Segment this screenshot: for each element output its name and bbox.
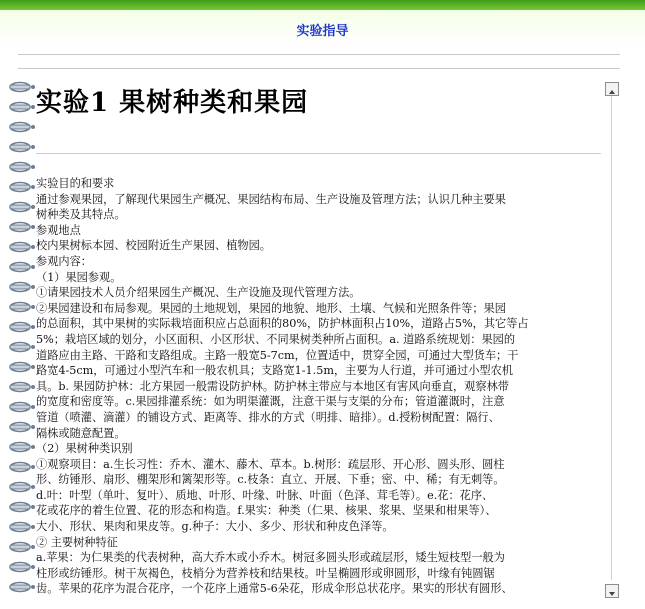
document-line: 大小、形状、果肉和果皮等。g.种子：大小、多少、形状和种皮色泽等。 [36,520,394,534]
binder-ring-icon [8,120,38,134]
document-panel[interactable] [0,72,625,600]
document-body [36,176,601,597]
binder-ring-icon [8,520,38,534]
binder-ring-icon [8,160,38,174]
binder-ring-icon [8,540,38,554]
document-line: 具。b. 果园防护林：北方果园一般需设防护林。防护林主带应与本地区有害风向垂直，观察林带 [36,379,509,393]
binder-ring-icon [8,300,38,314]
document-line: 的总面积，其中果树的实际栽培面积应占总面积的80%，防护林面积占10%，道路占5%，其它等占 [36,317,529,331]
document-line: 的宽度和密度等。c.果园排灌系统：如为明渠灌溉，注意干渠与支渠的分布；管道灌溉时，注意 [36,395,505,409]
binder-rings [8,72,38,600]
binder-ring-icon [8,420,38,434]
document-line: （1）果园参观。 [36,270,122,284]
document-line: 通过参观果园，了解现代果园生产概况、果园结构布局、生产设施及管理方法；认识几种主要果 [36,192,506,206]
document-line: a.苹果：为仁果类的代表树种，高大乔木或小乔木。树冠多圆头形或疏层形，矮生短枝型一般为 [36,551,505,565]
scroll-down-button[interactable] [605,584,619,598]
heading-rule [36,153,601,154]
vertical-scrollbar[interactable] [605,78,619,598]
binder-ring-icon [8,480,38,494]
top-accent-band [0,0,645,10]
scroll-up-button[interactable] [605,82,619,96]
document-heading: 实验1 果树种类和果园 [36,88,309,118]
document-line: d.叶：叶型（单叶、复叶）、质地、叶形、叶缘、叶脉、叶面（色泽、茸毛等）。e.花：花序、 [36,488,494,502]
document-line: 花或花序的着生位置、花的形态和构造。f.果实：种类（仁果、核果、浆果、坚果和柑果等）、 [36,504,497,518]
document-line: 隔株或随意配置。 [36,426,126,440]
binder-ring-icon [8,320,38,334]
document-line: 路宽4-5cm，可通过小型汽车和一般农机具；支路宽1-1.5m，主要为人行道，并可通过小型农机 [36,364,513,378]
document-line: 参观地点 [36,223,81,237]
binder-ring-icon [8,380,38,394]
triangle-down-icon [606,588,618,600]
document-line: ② 主要树种特征 [36,535,118,549]
document-line: 管道（喷灌、滴灌）的铺设方式、距离等、排水的方式（明排、暗排）。d.授粉树配置：隔行、 [36,410,500,424]
document-line: 实验目的和要求 [36,177,115,190]
binder-ring-icon [8,360,38,374]
page-title: 实验指导 [296,24,349,39]
binder-ring-icon [8,220,38,234]
document-line: 校内果树标本园、校园附近生产果园、植物园。 [36,239,271,253]
document-line: 树种类及其特点。 [36,208,126,222]
document-line: ②果园建设和布局参观。果园的土地规划，果园的地貌、地形、土壤、气候和光照条件等；果园 [36,301,506,315]
document-line: 齿。苹果的花序为混合花序，一个花序上通常5-6朵花，形成伞形总状花序。果实的形状有圆形、 [36,582,513,596]
binder-ring-icon [8,240,38,254]
divider [18,68,620,69]
binder-ring-icon [8,400,38,414]
binder-ring-icon [8,580,38,594]
binder-ring-icon [8,100,38,114]
binder-ring-icon [8,460,38,474]
divider [18,54,620,55]
document-line: ①请果园技术人员介绍果园生产概况、生产设施及现代管理方法。 [36,286,361,300]
binder-ring-icon [8,560,38,574]
document-line: 形、纺锤形、扇形、棚架形和篱架形等。c.枝条：直立、开展、下垂；密、中、稀；有无刺等。 [36,473,505,487]
binder-ring-icon [8,180,38,194]
binder-ring-icon [8,140,38,154]
triangle-up-icon [606,86,618,98]
document-line: 道路应由主路、干路和支路组成。主路一般宽5-7cm，位置适中，贯穿全园，可通过大型货车；干 [36,348,519,362]
scroll-track[interactable] [611,96,612,580]
binder-ring-icon [8,260,38,274]
title-bar [0,10,645,44]
document-line: 柱形或纺锤形。树干灰褐色，枝梢分为营养枝和结果枝。叶呈椭圆形或卵圆形，叶缘有钝圆锯 [36,566,495,580]
document-line: ①观察项目：a.生长习性：乔木、灌木、藤木、草本。b.树形：疏层形、开心形、圆头形、圆柱 [36,457,505,471]
binder-ring-icon [8,440,38,454]
document-line: （2）果树种类识别 [36,442,133,456]
binder-ring-icon [8,200,38,214]
document-content [36,76,601,597]
document-line: 5%；栽培区域的划分，小区面积、小区形状、不同果树类种所占面积。a. 道路系统规划：果园的 [36,332,516,346]
document-line: 参观内容： [36,254,92,268]
binder-ring-icon [8,500,38,514]
binder-ring-icon [8,80,38,94]
binder-ring-icon [8,340,38,354]
binder-ring-icon [8,280,38,294]
